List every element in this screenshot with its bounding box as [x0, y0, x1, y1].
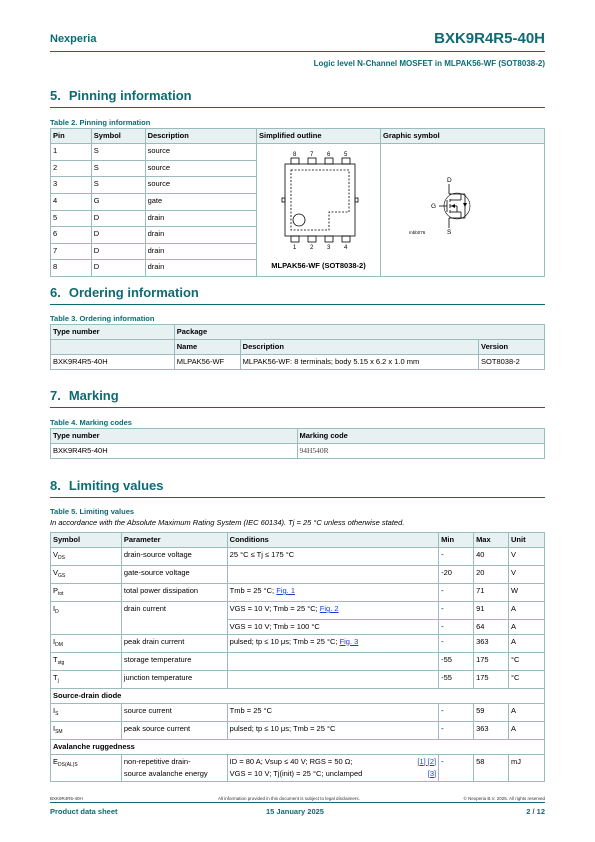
table-row: 3 S source — [51, 177, 545, 194]
table-row: $T_{stg}$ storage temperature -55 175 °C — [51, 652, 545, 670]
svg-text:G: G — [430, 203, 437, 210]
col-version: Version — [479, 340, 545, 355]
table-5-note: In accordance with the Absolute Maximum Rating System (IEC 60134). Tj = 25 °C unless otherwise stated. — [50, 518, 405, 527]
footer-divider — [50, 802, 545, 803]
package-outline-drawing — [259, 148, 377, 256]
section-row: Source-drain diode — [51, 688, 545, 703]
col-symbol: Symbol — [91, 129, 145, 144]
table-row: $I_{SM}$ peak source current pulsed; tp ≤ 10 μs; Tmb = 25 °C - 363 A — [51, 721, 545, 739]
section-divider — [50, 497, 545, 498]
col-name: Name — [174, 340, 240, 355]
svg-text:7: 7 — [310, 152, 314, 158]
table-row: BXK9R4R5-40H 94H540R — [51, 444, 545, 459]
document-subtitle: Logic level N-Channel MOSFET in MLPAK56-WF (SOT8038-2) — [313, 59, 545, 68]
footer-date: 15 January 2025 — [266, 807, 324, 816]
table-row: $P_{tot}$ total power dissipation Tmb = 25 °C; Fig. 1 - 71 W — [51, 584, 545, 602]
svg-text:5: 5 — [344, 152, 348, 158]
fig-1-link[interactable]: Fig. 1 — [276, 586, 295, 595]
table-row: $I_{DM}$ peak drain current pulsed; tp ≤ 10 μs; Tmb = 25 °C; Fig. 3 - 363 A — [51, 634, 545, 652]
table-row: 7 D drain — [51, 243, 545, 260]
svg-text:8: 8 — [293, 152, 297, 158]
footer-copyright: © Nexperia B.V. 2025. All rights reserved — [463, 796, 545, 801]
svg-text:D: D — [446, 177, 452, 184]
footer-doc-type: Product data sheet — [50, 807, 118, 816]
table-row: 8 D drain — [51, 260, 545, 277]
section-divider — [50, 304, 545, 305]
table-row: 2 S source — [51, 160, 545, 177]
col-marking-code: Marking code — [297, 429, 545, 444]
ref-1-2-link[interactable]: [1] [2] — [417, 756, 437, 766]
table-row: $I_S$ source current Tmb = 25 °C - 59 A — [51, 703, 545, 721]
pinning-table — [50, 128, 545, 277]
ref-3-link[interactable]: [3] — [427, 768, 437, 778]
table-4-caption: Table 4. Marking codes — [50, 418, 132, 427]
table-row: $V_{GS}$ gate-source voltage -20 20 V — [51, 566, 545, 584]
fig-3-link[interactable]: Fig. 3 — [339, 636, 359, 646]
table-row: VGS = 10 V; Tmb = 100 °C - 64 A — [51, 619, 545, 634]
svg-text:S: S — [446, 229, 452, 236]
outline-cell — [257, 144, 381, 277]
col-outline: Simplified outline — [257, 129, 381, 144]
col-graphic-symbol: Graphic symbol — [380, 129, 544, 144]
table-row: 5 D drain — [51, 210, 545, 227]
table-row: 6 D drain — [51, 227, 545, 244]
section-5-heading: 5. Pinning information — [50, 88, 192, 103]
outline-caption: MLPAK56-WF (SOT8038-2) — [271, 261, 366, 270]
col-package: Package — [174, 325, 544, 340]
table-row: $I_D$ drain current VGS = 10 V; Tmb = 25 °C; Fig. 2 - 91 A — [51, 602, 545, 620]
symbol-cell — [380, 144, 544, 277]
section-divider — [50, 107, 545, 108]
table-row: $V_{DS}$ drain-source voltage 25 °C ≤ Tj ≤ 175 °C - 40 V — [51, 548, 545, 566]
section-row: Avalanche ruggedness — [51, 739, 545, 754]
ordering-table — [50, 324, 545, 370]
marking-table — [50, 428, 545, 459]
table-row: $E_{DS(AL)S}$ non-repetitive drain- source avalanche energy ID = 80 A; Vsup ≤ 40 V; RGS = 50 Ω; [1] [2] VGS = 10 V; Tj(init) = 25 °C; unclamped [3] - 58 mJ — [51, 754, 545, 781]
table-row: $T_j$ junction temperature -55 175 °C — [51, 670, 545, 688]
footer-part: BXK9R4R5-40H — [50, 796, 83, 801]
header-divider — [50, 51, 545, 52]
section-divider — [50, 407, 545, 408]
section-6-heading: 6. Ordering information — [50, 285, 199, 300]
col-description: Description — [145, 129, 256, 144]
svg-text:2: 2 — [310, 245, 314, 251]
table-3-caption: Table 3. Ordering information — [50, 314, 155, 323]
col-type-number: Type number — [51, 325, 175, 340]
svg-text:mbb076: mbb076 — [408, 230, 426, 235]
part-number: BXK9R4R5-40H — [434, 30, 545, 47]
svg-text:6: 6 — [327, 152, 331, 158]
table-2-caption: Table 2. Pinning information — [50, 118, 151, 127]
table-row: BXK9R4R5-40H MLPAK56-WF MLPAK56-WF: 8 terminals; body 5.15 x 6.2 x 1.0 mm SOT8038-2 — [51, 355, 545, 370]
svg-text:1: 1 — [293, 245, 297, 251]
col-type-number: Type number — [51, 429, 298, 444]
svg-text:4: 4 — [344, 245, 348, 251]
table-row: 1 S source 8 7 6 5 1 2 3 4 MLPAK56-WF (SOT8038-2) D G S mbb076 — [51, 144, 545, 161]
section-8-heading: 8. Limiting values — [50, 478, 164, 493]
table-row: 4 G gate — [51, 193, 545, 210]
col-desc: Description — [240, 340, 478, 355]
mosfet-symbol-icon — [381, 148, 541, 268]
footer-disclaimer: All information provided in this document is subject to legal disclaimers. — [218, 796, 360, 801]
page-number: 2 / 12 — [526, 807, 545, 816]
table-5-caption: Table 5. Limiting values — [50, 507, 135, 516]
brand-name: Nexperia — [50, 33, 97, 45]
col-pin: Pin — [51, 129, 92, 144]
fig-2-link[interactable]: Fig. 2 — [319, 604, 339, 613]
svg-text:3: 3 — [327, 245, 331, 251]
section-7-heading: 7. Marking — [50, 388, 119, 403]
limiting-values-table: Symbol Parameter Conditions Min Max Unit $V_{DS}$ drain-source voltage 25 °C ≤ Tj ≤ 175 °C - 40 V $V_{GS}$ gate-source voltage -20 20 V $P_{tot}$ total power dissipation Tmb = 25 °C; Fig. 1 - 71 W $I_D$ drain current VGS = 10 V; Tmb = 25 °C; Fig. 2 - 91 A VGS = 10 V; Tmb = 100 °C - 64 A $I_{DM}$ peak drain current pulsed; tp ≤ 10 μs; Tmb = 25 °C; Fig. 3 - 363 A $T_{stg}$ storage temperature -55 175 °C $T_j$ junction temperature -55 175 °C Source-drain diode $I_S$ source current Tmb = 25 °C - 59 A $I_{SM}$ peak source current pulsed; tp ≤ 10 μs; Tmb = 25 °C - 363 A Avalanche ruggedness $E_{DS(AL)S}$ non-repetitive drain- source avalanche energy ID = 80 A; Vsup ≤ 40 V; RGS = 50 Ω; [1] [2] VGS = 10 V; Tj(init) = 25 °C; unclamped [3] - 58 mJ — [50, 532, 545, 782]
